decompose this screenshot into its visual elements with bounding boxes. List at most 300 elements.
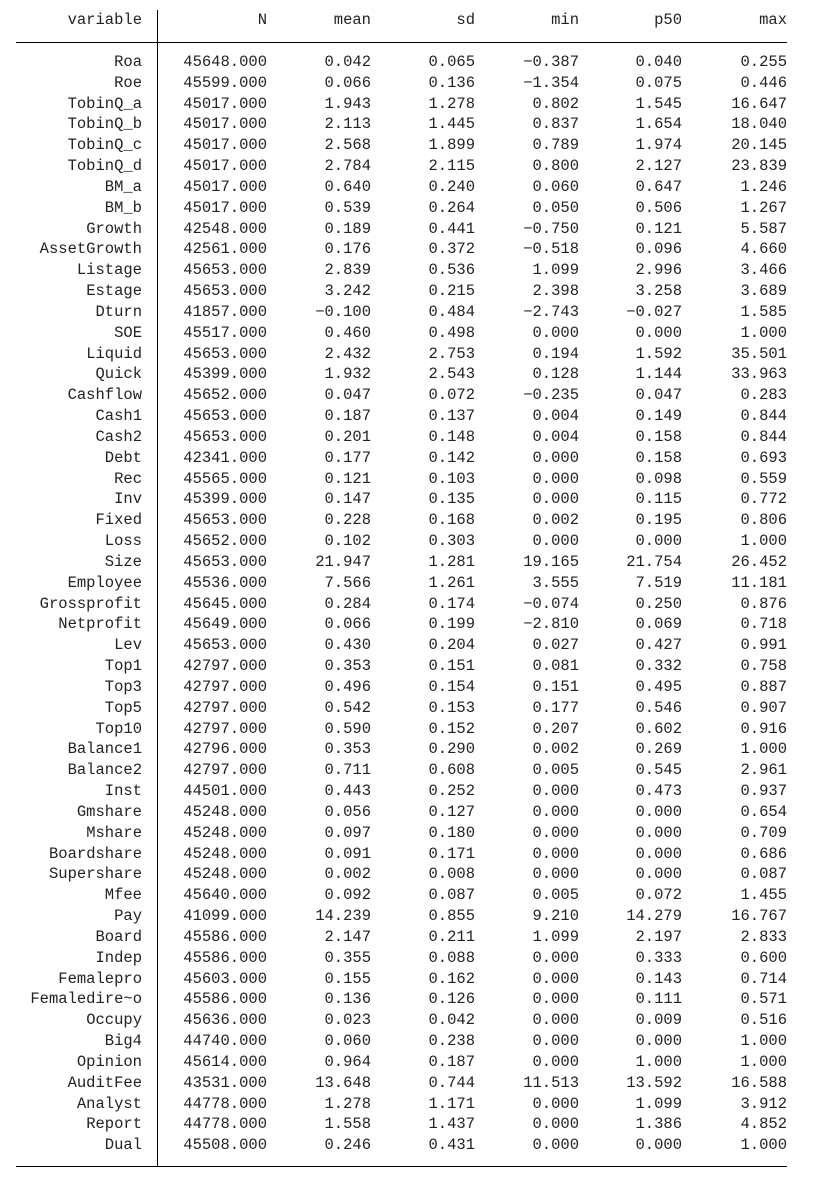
- n-cell: 45536.000: [183, 573, 267, 592]
- variable-cell: AuditFee: [67, 1073, 142, 1092]
- mean-cell: 0.066: [324, 615, 371, 634]
- n-cell: 45653.000: [183, 261, 267, 280]
- sd-cell: 0.087: [428, 886, 475, 905]
- min-cell: 0.194: [532, 344, 579, 363]
- sd-cell: 0.088: [428, 948, 475, 967]
- p50-cell: 0.506: [635, 198, 682, 217]
- variable-cell: Big4: [104, 1032, 142, 1050]
- max-cell: 1.000: [740, 1052, 787, 1071]
- mean-cell: 0.091: [324, 844, 371, 863]
- mean-cell: 0.187: [324, 407, 371, 426]
- mean-cell: 14.239: [315, 907, 371, 926]
- min-cell: −2.743: [523, 302, 579, 321]
- sd-cell: 0.065: [428, 53, 475, 71]
- mean-cell: 0.177: [324, 448, 371, 467]
- mean-cell: 0.201: [324, 427, 371, 446]
- mean-cell: 0.430: [324, 636, 371, 655]
- sd-cell: 1.261: [428, 573, 475, 592]
- sd-cell: 0.441: [428, 219, 475, 238]
- p50-cell: 0.332: [635, 657, 682, 676]
- max-cell: 3.689: [740, 282, 787, 301]
- max-cell: 0.887: [740, 677, 787, 696]
- p50-cell: 0.000: [635, 844, 682, 863]
- mean-cell: 0.042: [324, 53, 371, 71]
- max-cell: 5.587: [740, 219, 787, 238]
- p50-cell: 0.096: [635, 240, 682, 259]
- variable-cell: Growth: [86, 219, 142, 238]
- n-cell: 45653.000: [183, 552, 267, 571]
- min-cell: 0.789: [532, 136, 579, 155]
- header-n: N: [257, 11, 267, 29]
- variable-cell: Occupy: [86, 1011, 142, 1030]
- header-variable: variable: [67, 11, 142, 29]
- p50-cell: 0.000: [635, 823, 682, 842]
- sd-cell: 0.171: [428, 844, 475, 863]
- max-cell: 3.912: [740, 1094, 787, 1113]
- sd-cell: 0.431: [428, 1136, 475, 1155]
- n-cell: 45565.000: [183, 469, 267, 488]
- n-cell: 42561.000: [183, 240, 267, 259]
- sd-cell: 0.042: [428, 1011, 475, 1030]
- n-cell: 45653.000: [183, 407, 267, 426]
- max-cell: 1.455: [740, 886, 787, 905]
- p50-cell: 0.000: [635, 323, 682, 342]
- n-cell: 45017.000: [183, 136, 267, 155]
- p50-cell: 1.144: [635, 365, 682, 384]
- n-cell: 42797.000: [183, 719, 267, 738]
- n-cell: 45653.000: [183, 427, 267, 446]
- n-cell: 45653.000: [183, 344, 267, 363]
- variable-cell: Boardshare: [48, 844, 142, 863]
- min-cell: −0.387: [523, 53, 579, 71]
- variable-cell: Gmshare: [76, 802, 142, 821]
- min-cell: 0.000: [532, 782, 579, 801]
- n-cell: 44501.000: [183, 782, 267, 801]
- sd-cell: 0.264: [428, 198, 475, 217]
- sd-cell: 0.142: [428, 448, 475, 467]
- n-cell: 42797.000: [183, 677, 267, 696]
- n-cell: 45640.000: [183, 886, 267, 905]
- mean-cell: 1.558: [324, 1115, 371, 1134]
- sd-cell: 1.437: [428, 1115, 475, 1134]
- mean-cell: 0.228: [324, 511, 371, 530]
- mean-cell: 2.432: [324, 344, 371, 363]
- sd-cell: 1.278: [428, 94, 475, 113]
- min-cell: 0.000: [532, 1136, 579, 1155]
- variable-cell: Femaledire~o: [30, 990, 142, 1009]
- sd-cell: 0.187: [428, 1052, 475, 1071]
- variable-cell: Estage: [86, 282, 142, 301]
- p50-cell: 1.386: [635, 1115, 682, 1134]
- sd-cell: 1.445: [428, 115, 475, 134]
- max-cell: 3.466: [740, 261, 787, 280]
- p50-cell: 1.974: [635, 136, 682, 155]
- p50-cell: 1.000: [635, 1052, 682, 1071]
- p50-cell: 0.495: [635, 677, 682, 696]
- mean-cell: 0.189: [324, 219, 371, 238]
- variable-cell: Report: [86, 1115, 142, 1134]
- sd-cell: 0.204: [428, 636, 475, 655]
- p50-cell: 0.069: [635, 615, 682, 634]
- sd-cell: 0.137: [428, 407, 475, 426]
- mean-cell: 2.147: [324, 927, 371, 946]
- min-cell: 0.002: [532, 740, 579, 759]
- min-cell: 0.000: [532, 844, 579, 863]
- sd-cell: 0.152: [428, 719, 475, 738]
- n-cell: 42341.000: [183, 448, 267, 467]
- min-cell: 0.060: [532, 177, 579, 196]
- max-cell: 1.267: [740, 198, 787, 217]
- max-cell: 26.452: [731, 552, 787, 571]
- mean-cell: 0.496: [324, 677, 371, 696]
- max-cell: 0.758: [740, 657, 787, 676]
- mean-cell: 0.002: [324, 865, 371, 884]
- p50-cell: −0.027: [626, 302, 682, 321]
- variable-cell: Netprofit: [58, 615, 142, 634]
- variable-cell: Roa: [114, 53, 142, 71]
- n-cell: 45603.000: [183, 969, 267, 988]
- sd-cell: 0.252: [428, 782, 475, 801]
- max-cell: 0.806: [740, 511, 787, 530]
- min-cell: 0.000: [532, 1011, 579, 1030]
- header-divider: [16, 42, 787, 43]
- max-cell: 4.852: [740, 1115, 787, 1134]
- min-cell: 1.099: [532, 261, 579, 280]
- min-cell: 9.210: [532, 907, 579, 926]
- n-cell: 45586.000: [183, 990, 267, 1009]
- variable-cell: Liquid: [86, 344, 142, 363]
- max-cell: 23.839: [731, 157, 787, 176]
- p50-cell: 1.545: [635, 94, 682, 113]
- max-cell: 18.040: [731, 115, 787, 134]
- sd-cell: 0.608: [428, 761, 475, 780]
- min-cell: −0.750: [523, 219, 579, 238]
- max-cell: 1.000: [740, 1032, 787, 1050]
- max-cell: 11.181: [731, 573, 787, 592]
- max-cell: 0.446: [740, 73, 787, 92]
- sd-cell: 0.498: [428, 323, 475, 342]
- p50-cell: 2.127: [635, 157, 682, 176]
- variable-cell: Listage: [76, 261, 142, 280]
- n-cell: 45653.000: [183, 511, 267, 530]
- variable-cell: Debt: [104, 448, 142, 467]
- p50-cell: 0.009: [635, 1011, 682, 1030]
- max-cell: 0.087: [740, 865, 787, 884]
- p50-cell: 0.111: [635, 990, 682, 1009]
- n-cell: 42797.000: [183, 761, 267, 780]
- p50-cell: 1.654: [635, 115, 682, 134]
- p50-cell: 2.197: [635, 927, 682, 946]
- mean-cell: 1.932: [324, 365, 371, 384]
- n-cell: 45614.000: [183, 1052, 267, 1071]
- mean-cell: 0.284: [324, 594, 371, 613]
- header-max: max: [759, 11, 787, 29]
- header-min: min: [551, 11, 579, 29]
- max-cell: 16.647: [731, 94, 787, 113]
- min-cell: 0.002: [532, 511, 579, 530]
- min-cell: 0.000: [532, 469, 579, 488]
- min-cell: 0.000: [532, 969, 579, 988]
- mean-cell: 2.113: [324, 115, 371, 134]
- n-cell: 45652.000: [183, 532, 267, 551]
- sd-cell: 2.753: [428, 344, 475, 363]
- sd-cell: 0.127: [428, 802, 475, 821]
- mean-cell: 0.056: [324, 802, 371, 821]
- min-cell: 0.000: [532, 1094, 579, 1113]
- variable-cell: AssetGrowth: [39, 240, 142, 259]
- n-cell: 45508.000: [183, 1136, 267, 1155]
- min-cell: 0.207: [532, 719, 579, 738]
- min-cell: 19.165: [523, 552, 579, 571]
- max-cell: 16.588: [731, 1073, 787, 1092]
- mean-cell: 0.155: [324, 969, 371, 988]
- n-cell: 42797.000: [183, 657, 267, 676]
- max-cell: 0.600: [740, 948, 787, 967]
- min-cell: 0.128: [532, 365, 579, 384]
- mean-cell: 3.242: [324, 282, 371, 301]
- sd-cell: 0.290: [428, 740, 475, 759]
- mean-cell: 0.097: [324, 823, 371, 842]
- variable-cell: Analyst: [76, 1094, 142, 1113]
- sd-cell: 1.899: [428, 136, 475, 155]
- p50-cell: 0.250: [635, 594, 682, 613]
- p50-cell: 0.000: [635, 802, 682, 821]
- p50-cell: 0.115: [635, 490, 682, 509]
- min-cell: 0.000: [532, 948, 579, 967]
- variable-cell: Top1: [104, 657, 142, 676]
- mean-cell: 2.568: [324, 136, 371, 155]
- mean-cell: 0.176: [324, 240, 371, 259]
- mean-cell: 0.136: [324, 990, 371, 1009]
- max-cell: 20.145: [731, 136, 787, 155]
- mean-cell: 0.060: [324, 1032, 371, 1050]
- p50-cell: 0.158: [635, 448, 682, 467]
- variable-cell: Top10: [95, 719, 142, 738]
- n-cell: 45599.000: [183, 73, 267, 92]
- mean-cell: 0.066: [324, 73, 371, 92]
- p50-cell: 1.592: [635, 344, 682, 363]
- mean-cell: 0.246: [324, 1136, 371, 1155]
- n-cell: 45248.000: [183, 802, 267, 821]
- header-sd: sd: [456, 11, 475, 29]
- p50-cell: 1.099: [635, 1094, 682, 1113]
- variable-cell: Inv: [114, 490, 142, 509]
- max-cell: 0.991: [740, 636, 787, 655]
- max-cell: 0.654: [740, 802, 787, 821]
- min-cell: 0.005: [532, 761, 579, 780]
- p50-cell: 14.279: [626, 907, 682, 926]
- mean-cell: 0.539: [324, 198, 371, 217]
- mean-cell: 0.443: [324, 782, 371, 801]
- n-cell: 45649.000: [183, 615, 267, 634]
- n-cell: 45399.000: [183, 365, 267, 384]
- min-cell: −2.810: [523, 615, 579, 634]
- min-cell: 0.177: [532, 698, 579, 717]
- p50-cell: 0.149: [635, 407, 682, 426]
- n-cell: 45017.000: [183, 177, 267, 196]
- p50-cell: 0.195: [635, 511, 682, 530]
- mean-cell: 0.102: [324, 532, 371, 551]
- max-cell: 0.876: [740, 594, 787, 613]
- footer-divider: [16, 1166, 787, 1167]
- max-cell: 2.833: [740, 927, 787, 946]
- p50-cell: 7.519: [635, 573, 682, 592]
- header-mean: mean: [333, 11, 371, 29]
- n-cell: 45017.000: [183, 115, 267, 134]
- min-cell: 2.398: [532, 282, 579, 301]
- p50-cell: 0.158: [635, 427, 682, 446]
- mean-cell: 0.964: [324, 1052, 371, 1071]
- n-cell: 45017.000: [183, 94, 267, 113]
- max-cell: 0.937: [740, 782, 787, 801]
- n-cell: 45645.000: [183, 594, 267, 613]
- mean-cell: 0.460: [324, 323, 371, 342]
- sd-cell: 0.148: [428, 427, 475, 446]
- p50-cell: 0.000: [635, 1136, 682, 1155]
- sd-cell: 2.115: [428, 157, 475, 176]
- max-cell: 0.686: [740, 844, 787, 863]
- sd-cell: 0.126: [428, 990, 475, 1009]
- n-cell: 45017.000: [183, 157, 267, 176]
- mean-cell: 1.943: [324, 94, 371, 113]
- max-cell: 1.000: [740, 323, 787, 342]
- min-cell: 0.004: [532, 407, 579, 426]
- p50-cell: 0.098: [635, 469, 682, 488]
- variable-cell: Balance1: [67, 740, 142, 759]
- sd-cell: 0.162: [428, 969, 475, 988]
- min-cell: 0.800: [532, 157, 579, 176]
- p50-cell: 0.040: [635, 53, 682, 71]
- p50-cell: 0.075: [635, 73, 682, 92]
- n-cell: 42548.000: [183, 219, 267, 238]
- n-cell: 45017.000: [183, 198, 267, 217]
- sd-cell: 0.744: [428, 1073, 475, 1092]
- n-cell: 41099.000: [183, 907, 267, 926]
- p50-cell: 0.121: [635, 219, 682, 238]
- sd-cell: 0.855: [428, 907, 475, 926]
- variable-cell: Loss: [104, 532, 142, 551]
- p50-cell: 0.269: [635, 740, 682, 759]
- variable-cell: Supershare: [48, 865, 142, 884]
- min-cell: 0.000: [532, 1032, 579, 1050]
- sd-cell: 1.281: [428, 552, 475, 571]
- p50-cell: 0.000: [635, 532, 682, 551]
- mean-cell: 0.590: [324, 719, 371, 738]
- min-cell: 0.050: [532, 198, 579, 217]
- n-cell: 45248.000: [183, 844, 267, 863]
- variable-cell: Femalepro: [58, 969, 142, 988]
- min-cell: 0.151: [532, 677, 579, 696]
- p50-cell: 0.545: [635, 761, 682, 780]
- sd-cell: 0.168: [428, 511, 475, 530]
- mean-cell: 1.278: [324, 1094, 371, 1113]
- variable-cell: Grossprofit: [39, 594, 142, 613]
- p50-cell: 0.143: [635, 969, 682, 988]
- n-cell: 45652.000: [183, 386, 267, 405]
- max-cell: 33.963: [731, 365, 787, 384]
- variable-cell: Balance2: [67, 761, 142, 780]
- n-cell: 43531.000: [183, 1073, 267, 1092]
- mean-cell: 0.542: [324, 698, 371, 717]
- min-cell: 0.000: [532, 490, 579, 509]
- min-cell: 0.000: [532, 1052, 579, 1071]
- min-cell: 0.004: [532, 427, 579, 446]
- mean-cell: 0.023: [324, 1011, 371, 1030]
- max-cell: 1.585: [740, 302, 787, 321]
- variable-cell: Cash1: [95, 407, 142, 426]
- min-cell: 0.027: [532, 636, 579, 655]
- min-cell: 1.099: [532, 927, 579, 946]
- max-cell: 1.000: [740, 1136, 787, 1155]
- max-cell: 1.246: [740, 177, 787, 196]
- variable-cell: TobinQ_c: [67, 136, 142, 155]
- mean-cell: 2.784: [324, 157, 371, 176]
- variable-cell: Indep: [95, 948, 142, 967]
- sd-cell: 0.238: [428, 1032, 475, 1050]
- variable-cell: Opinion: [76, 1052, 142, 1071]
- min-cell: 0.837: [532, 115, 579, 134]
- header-p50: p50: [654, 11, 682, 29]
- p50-cell: 13.592: [626, 1073, 682, 1092]
- p50-cell: 0.000: [635, 1032, 682, 1050]
- p50-cell: 0.000: [635, 865, 682, 884]
- min-cell: 0.000: [532, 323, 579, 342]
- max-cell: 0.714: [740, 969, 787, 988]
- variable-cell: Roe: [114, 73, 142, 92]
- variable-cell: Mshare: [86, 823, 142, 842]
- variable-cell: Fixed: [95, 511, 142, 530]
- variable-cell: Quick: [95, 365, 142, 384]
- max-cell: 0.907: [740, 698, 787, 717]
- max-cell: 0.709: [740, 823, 787, 842]
- variable-cell: TobinQ_d: [67, 157, 142, 176]
- max-cell: 0.693: [740, 448, 787, 467]
- mean-cell: 0.353: [324, 740, 371, 759]
- variable-cell: BM_b: [104, 198, 142, 217]
- min-cell: 0.000: [532, 865, 579, 884]
- min-cell: 0.000: [532, 532, 579, 551]
- sd-cell: 0.211: [428, 927, 475, 946]
- sd-cell: 0.303: [428, 532, 475, 551]
- p50-cell: 2.996: [635, 261, 682, 280]
- variable-cell: Board: [95, 927, 142, 946]
- variable-cell: SOE: [114, 323, 142, 342]
- variable-cell: Pay: [114, 907, 142, 926]
- p50-cell: 0.473: [635, 782, 682, 801]
- max-cell: 1.000: [740, 740, 787, 759]
- max-cell: 0.283: [740, 386, 787, 405]
- max-cell: 0.516: [740, 1011, 787, 1030]
- n-cell: 45399.000: [183, 490, 267, 509]
- min-cell: −0.235: [523, 386, 579, 405]
- max-cell: 0.844: [740, 427, 787, 446]
- mean-cell: 0.121: [324, 469, 371, 488]
- sd-cell: 0.136: [428, 73, 475, 92]
- p50-cell: 0.546: [635, 698, 682, 717]
- p50-cell: 0.072: [635, 886, 682, 905]
- sd-cell: 0.072: [428, 386, 475, 405]
- max-cell: 0.844: [740, 407, 787, 426]
- variable-cell: Top3: [104, 677, 142, 696]
- sd-cell: 0.536: [428, 261, 475, 280]
- variable-cell: Dturn: [95, 302, 142, 321]
- sd-cell: 0.199: [428, 615, 475, 634]
- min-cell: 0.000: [532, 448, 579, 467]
- p50-cell: 0.602: [635, 719, 682, 738]
- p50-cell: 21.754: [626, 552, 682, 571]
- max-cell: 16.767: [731, 907, 787, 926]
- sd-cell: 2.543: [428, 365, 475, 384]
